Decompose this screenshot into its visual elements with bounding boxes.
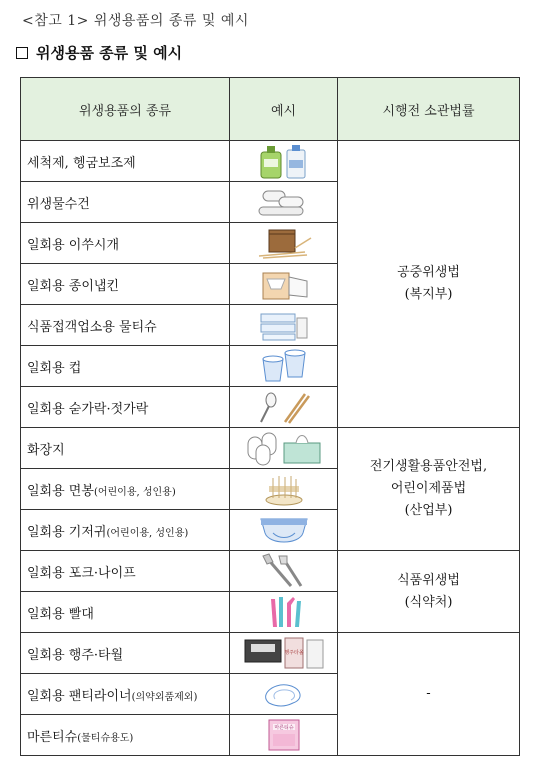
dry-tissue-box-text: 마른티슈 — [273, 725, 294, 731]
header-law: 시행전 소관법률 — [338, 78, 520, 141]
product-example — [230, 223, 338, 264]
product-example — [230, 551, 338, 592]
table-row — [21, 633, 520, 674]
law-cell-product-safety — [338, 428, 520, 551]
product-name-main: 일회용 면봉 — [27, 483, 94, 499]
fork-knife-icon — [249, 552, 319, 590]
toothpick-icon — [249, 224, 319, 262]
header-product-type: 위생용품의 종류 — [21, 78, 230, 141]
law-ministry: (식약처) — [404, 594, 453, 610]
product-name — [21, 715, 230, 756]
product-name — [21, 469, 230, 510]
towel-pack-text: 행주타올 — [283, 650, 304, 656]
product-example — [230, 182, 338, 223]
product-name: 일회용 이쑤시개 — [21, 223, 230, 264]
spoon-chopsticks-icon — [249, 388, 319, 426]
product-name-note: (물티슈용도) — [77, 732, 134, 744]
law-cell-food-sanitation — [338, 551, 520, 633]
product-name-note: (의약외품제외) — [131, 691, 198, 703]
product-example — [230, 633, 338, 674]
product-name: 화장지 — [21, 428, 230, 469]
law-name: 어린이제품법 — [390, 481, 467, 496]
law-ministry: (산업부) — [404, 503, 453, 518]
law-cell-none — [338, 633, 520, 756]
product-name: 위생물수건 — [21, 182, 230, 223]
rolled-towel-icon — [249, 183, 319, 221]
product-name — [21, 674, 230, 715]
hygiene-products-table — [20, 77, 520, 756]
product-name-main: 일회용 기저귀 — [27, 524, 107, 540]
law-name: 식품위생법 — [397, 572, 460, 588]
law-name: 공중위생법 — [397, 265, 460, 280]
tissue-icon — [244, 429, 324, 467]
panty-liner-icon — [249, 675, 319, 713]
product-example — [230, 305, 338, 346]
law-name: - — [426, 686, 431, 701]
product-name: 일회용 종이냅킨 — [21, 264, 230, 305]
product-name-note: (어린이용, 성인용) — [93, 486, 176, 498]
product-example — [230, 592, 338, 633]
product-example — [230, 428, 338, 469]
diaper-icon — [249, 511, 319, 549]
header-example: 예시 — [230, 78, 338, 141]
cup-icon — [249, 347, 319, 385]
product-name: 일회용 컵 — [21, 346, 230, 387]
product-name: 식품접객업소용 물티슈 — [21, 305, 230, 346]
table-row — [21, 551, 520, 592]
reference-title: <참고 1> 위생용품의 종류 및 예시 — [22, 13, 249, 29]
detergent-bottles-icon — [249, 142, 319, 180]
section-title-text: 위생용품 종류 및 예시 — [36, 44, 183, 62]
table-header-row — [21, 78, 520, 141]
product-name: 일회용 숟가락·젓가락 — [21, 387, 230, 428]
product-example — [230, 264, 338, 305]
table-row — [21, 428, 520, 469]
law-cell-public-hygiene — [338, 141, 520, 428]
wet-wipe-icon — [249, 306, 319, 344]
product-example — [230, 510, 338, 551]
straw-icon — [249, 593, 319, 631]
checkbox-square-icon — [16, 47, 28, 59]
napkin-icon — [249, 265, 319, 303]
cotton-swab-icon — [249, 470, 319, 508]
law-name: 전기생활용품안전법, — [369, 459, 488, 474]
dish-towel-icon — [239, 634, 329, 672]
product-name-note: (어린이용, 성인용) — [106, 527, 189, 539]
product-name: 일회용 빨대 — [21, 592, 230, 633]
product-name — [21, 510, 230, 551]
product-example — [230, 346, 338, 387]
product-name: 일회용 행주·타월 — [21, 633, 230, 674]
product-name-main: 마른티슈 — [27, 729, 78, 745]
dry-tissue-icon — [249, 716, 319, 754]
table-row — [21, 141, 520, 182]
product-example — [230, 141, 338, 182]
law-ministry: (복지부) — [404, 287, 453, 302]
product-name: 일회용 포크·나이프 — [21, 551, 230, 592]
product-name-main: 일회용 팬티라이너 — [27, 688, 132, 704]
product-example — [230, 387, 338, 428]
section-title — [16, 42, 182, 63]
product-example — [230, 715, 338, 756]
product-example — [230, 469, 338, 510]
product-example — [230, 674, 338, 715]
product-name: 세척제, 헹굼보조제 — [21, 141, 230, 182]
